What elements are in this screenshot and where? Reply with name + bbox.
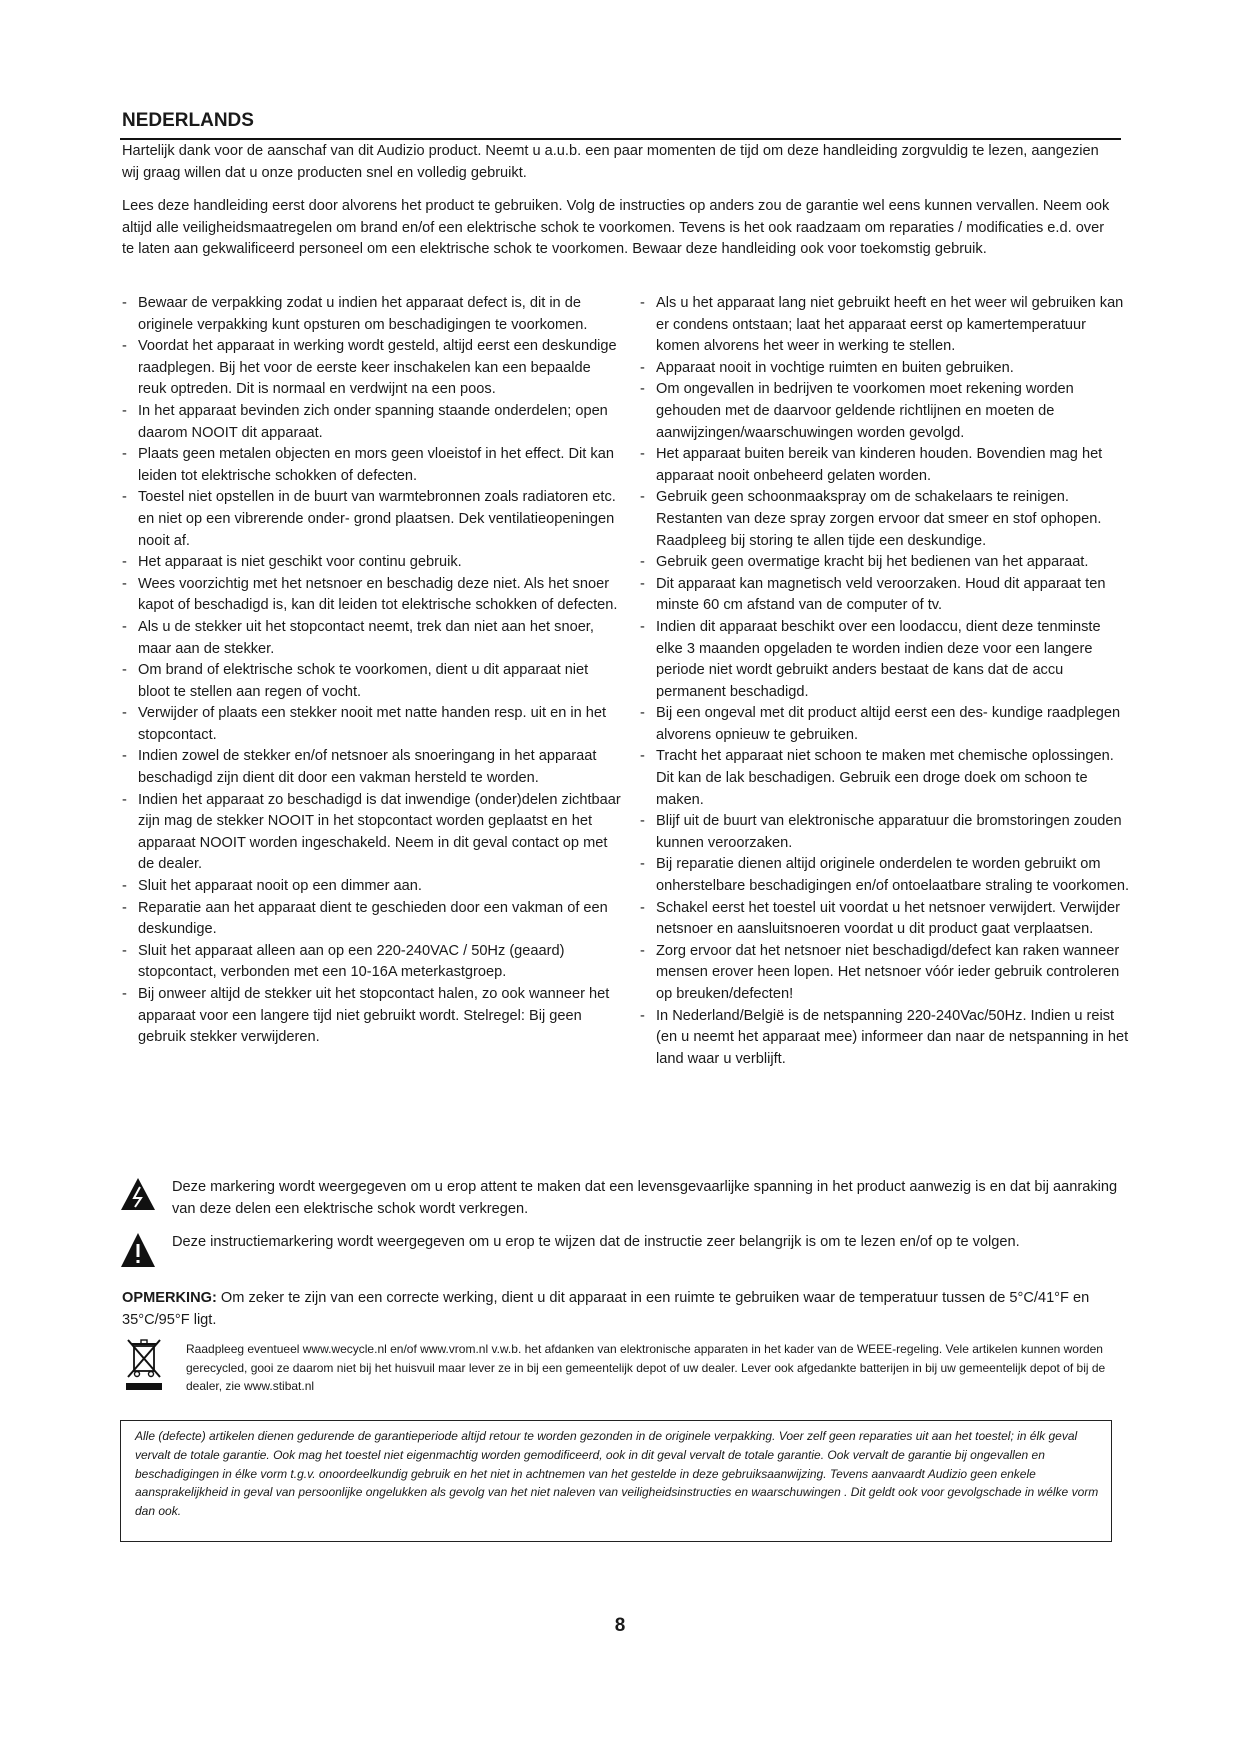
list-item: - Blijf uit de buurt van elektronische apparatuur die bromstoringen zouden kunnen veroorzaken. [640, 811, 1130, 854]
instruction-warning-text: Deze instructiemarkering wordt weergegeven om u erop te wijzen dat de instructie zeer belangrijk is om te lezen en/of op te volgen. [172, 1234, 1020, 1250]
list-item: - In het apparaat bevinden zich onder spanning staande onderdelen; open daarom NOOIT dit apparaat. [122, 401, 622, 444]
list-item: - Verwijder of plaats een stekker nooit met natte handen resp. uit en in het stopcontact. [122, 703, 622, 746]
list-item: - Plaats geen metalen objecten en mors geen vloeistof in het effect. Dit kan leiden tot elektrische schokken of defecten. [122, 444, 622, 487]
list-item: - Bewaar de verpakking zodat u indien het apparaat defect is, dit in de originele verpakking kunt opsturen om beschadigingen te voorkomen. [122, 293, 622, 336]
list-item: - Reparatie aan het apparaat dient te geschieden door een vakman of een deskundige. [122, 898, 622, 941]
list-item: - Indien dit apparaat beschikt over een loodaccu, dient deze tenminste elke 3 maanden opgeladen te worden indien deze voor een langere periode niet wordt gebruikt anders bestaat de kans dat de accu permanent beschadigd. [640, 617, 1130, 703]
list-item: - Sluit het apparaat alleen aan op een 220-240VAC / 50Hz (geaard) stopcontact, verbonden met een 10-16A meterkastgroep. [122, 941, 622, 984]
list-item: - Als u de stekker uit het stopcontact neemt, trek dan niet aan het snoer, maar aan de stekker. [122, 617, 622, 660]
list-item: - Indien zowel de stekker en/of netsnoer als snoeringang in het apparaat beschadigd zijn dient dit door een vakman hersteld te worden. [122, 746, 622, 789]
recycling-block [120, 1337, 1120, 1397]
list-item: - Om ongevallen in bedrijven te voorkomen moet rekening worden gehouden met de daarvoor geldende richtlijnen en moeten de aanwijzingen/waarschuwingen worden gevolgd. [640, 379, 1130, 444]
list-item: - Het apparaat buiten bereik van kinderen houden. Bovendien mag het apparaat nooit onbeheerd gelaten worden. [640, 444, 1130, 487]
safety-list-right [640, 293, 1130, 1070]
intro-paragraph-thanks: Hartelijk dank voor de aanschaf van dit Audizio product. Neemt u a.u.b. een paar momenten de tijd om deze handleiding zorgvuldig te lezen, aangezien wij graag willen dat u onze producten snel en volledig gebruikt. [122, 143, 1099, 181]
list-item: - Tracht het apparaat niet schoon te maken met chemische oplossingen. Dit kan de lak beschadigen. Gebruik een droge doek om schoon te maken. [640, 746, 1130, 811]
list-item: - Schakel eerst het toestel uit voordat u het netsnoer verwijdert. Verwijder netsnoer en aansluitsnoeren voordat u dit product gaat verplaatsen. [640, 898, 1130, 941]
intro-paragraph-instructions: Lees deze handleiding eerst door alvorens het product te gebruiken. Volg de instructies op anders zou de garantie wel eens kunnen vervallen. Neem ook altijd alle veiligheidsmaatregelen om brand en/of een elektrische schok te voorkomen. Tevens is het ook raadzaam om reparaties / modificaties e.d. over te laten aan gekwalificeerd personeel om een elektrische schok te voorkomen. Bewaar deze handleiding ook voor toekomstig gebruik. [122, 198, 1110, 258]
warranty-disclaimer-box [120, 1420, 1112, 1542]
exclamation-warning-icon [120, 1232, 156, 1268]
list-item: - Toestel niet opstellen in de buurt van warmtebronnen zoals radiatoren etc. en niet op een vibrerende onder- grond plaatsen. Dek ventilatieopeningen nooit af. [122, 487, 622, 552]
list-item: - Gebruik geen schoonmaakspray om de schakelaars te reinigen. Restanten van deze spray zorgen ervoor dat smeer en stof ophopen. Raadpleeg bij storing te allen tijde een deskundige. [640, 487, 1130, 552]
note-label: OPMERKING: [122, 1290, 217, 1306]
safety-list-left [122, 293, 622, 1049]
list-item: - Sluit het apparaat nooit op een dimmer aan. [122, 876, 622, 898]
list-item: - Het apparaat is niet geschikt voor continu gebruik. [122, 552, 622, 574]
list-item: - In Nederland/België is de netspanning 220-240Vac/50Hz. Indien u reist (en u neemt het apparaat mee) informeer dan naar de netspanning in het land waar u verblijft. [640, 1006, 1130, 1071]
list-item: - Voordat het apparaat in werking wordt gesteld, altijd eerst een deskundige raadplegen. Bij het voor de eerste keer inschakelen kan een bepaalde reuk optreden. Dit is normaal en verdwijnt na een poos. [122, 336, 622, 401]
list-item: - Wees voorzichtig met het netsnoer en beschadig deze niet. Als het snoer kapot of beschadigd is, kan dit leiden tot elektrische schokken of defecten. [122, 574, 622, 617]
crossed-out-wheelie-bin-icon [124, 1337, 164, 1391]
list-item: - Gebruik geen overmatige kracht bij het bedienen van het apparaat. [640, 552, 1130, 574]
list-item: - Bij een ongeval met dit product altijd eerst een des- kundige raadplegen alvorens opnieuw te gebruiken. [640, 703, 1130, 746]
page-number: 8 [614, 1615, 626, 1636]
list-item: - Zorg ervoor dat het netsnoer niet beschadigd/defect kan raken wanneer mensen erover heen lopen. Het netsnoer vóór ieder gebruik controleren op breuken/defecten! [640, 941, 1130, 1006]
list-item: - Om brand of elektrische schok te voorkomen, dient u dit apparaat niet bloot te stellen aan regen of vocht. [122, 660, 622, 703]
list-item: - Apparaat nooit in vochtige ruimten en buiten gebruiken. [640, 358, 1130, 380]
voltage-warning-text: Deze markering wordt weergegeven om u erop attent te maken dat een levensgevaarlijke spanning in het product aanwezig is en dat bij aanraking van deze delen een elektrische schok wordt verkregen. [172, 1179, 1118, 1217]
high-voltage-warning-icon [120, 1177, 156, 1211]
warranty-disclaimer-text: Alle (defecte) artikelen dienen gedurende de garantieperiode altijd retour te worden gezonden in de originele verpakking. Voer zelf geen reparaties uit aan het toestel; in élk geval vervalt de totale garantie. Ook mag het toestel niet eigenmachtig worden gemodificeerd, ook in dit geval vervalt de totale garantie. Ook vervalt de garantie bij ongevallen en beschadigingen in élke vorm t.g.v. onoordeelkundig gebruik en het niet in achtnemen van het gestelde in deze gebruiksaanwijzing. Tevens aanvaardt Audizio geen enkele aansprakelijkheid in geval van persoonlijke ongelukken als gevolg van het niet naleven van veiligheidsinstructies en waarschuwingen . Dit geldt ook voor gevolgschade in wélke vorm dan ook. [135, 1429, 1099, 1519]
list-item: - Als u het apparaat lang niet gebruikt heeft en het weer wil gebruiken kan er condens ontstaan; laat het apparaat eerst op kamertemperatuur komen alvorens het weer in werking te stellen. [640, 293, 1130, 358]
recycling-text: Raadpleeg eventueel www.wecycle.nl en/of www.vrom.nl v.w.b. het afdanken van elektronische apparaten in het kader van de WEEE-regeling. Vele artikelen kunnen worden gerecycled, gooi ze daarom niet bij het huisvuil maar lever ze in bij een gemeentelijk depot of uw dealer. Lever ook afgedankte batterijen in bij uw gemeentelijk depot of bij de dealer, zie www.stibat.nl [186, 1342, 1106, 1394]
title-underline [120, 138, 1121, 140]
list-item: - Indien het apparaat zo beschadigd is dat inwendige (onder)delen zichtbaar zijn mag de stekker NOOIT in het stopcontact worden geplaatst en het apparaat NOOIT worden ingeschakeld. Neem in dit geval contact op met de dealer. [122, 790, 622, 876]
list-item: - Dit apparaat kan magnetisch veld veroorzaken. Houd dit apparaat ten minste 60 cm afstand van de computer of tv. [640, 574, 1130, 617]
note-text: Om zeker te zijn van een correcte werking, dient u dit apparaat in een ruimte te gebruiken waar de temperatuur tussen de 5°C/41°F en 35°C/95°F ligt. [122, 1290, 1090, 1328]
section-title: NEDERLANDS [122, 110, 254, 131]
temperature-note [122, 1288, 1112, 1331]
list-item: - Bij onweer altijd de stekker uit het stopcontact halen, zo ook wanneer het apparaat voor een langere tijd niet gebruikt wordt. Stelregel: Bij geen gebruik stekker verwijderen. [122, 984, 622, 1049]
list-item: - Bij reparatie dienen altijd originele onderdelen te worden gebruikt om onherstelbare beschadigingen en/of ontoelaatbare straling te voorkomen. [640, 854, 1130, 897]
